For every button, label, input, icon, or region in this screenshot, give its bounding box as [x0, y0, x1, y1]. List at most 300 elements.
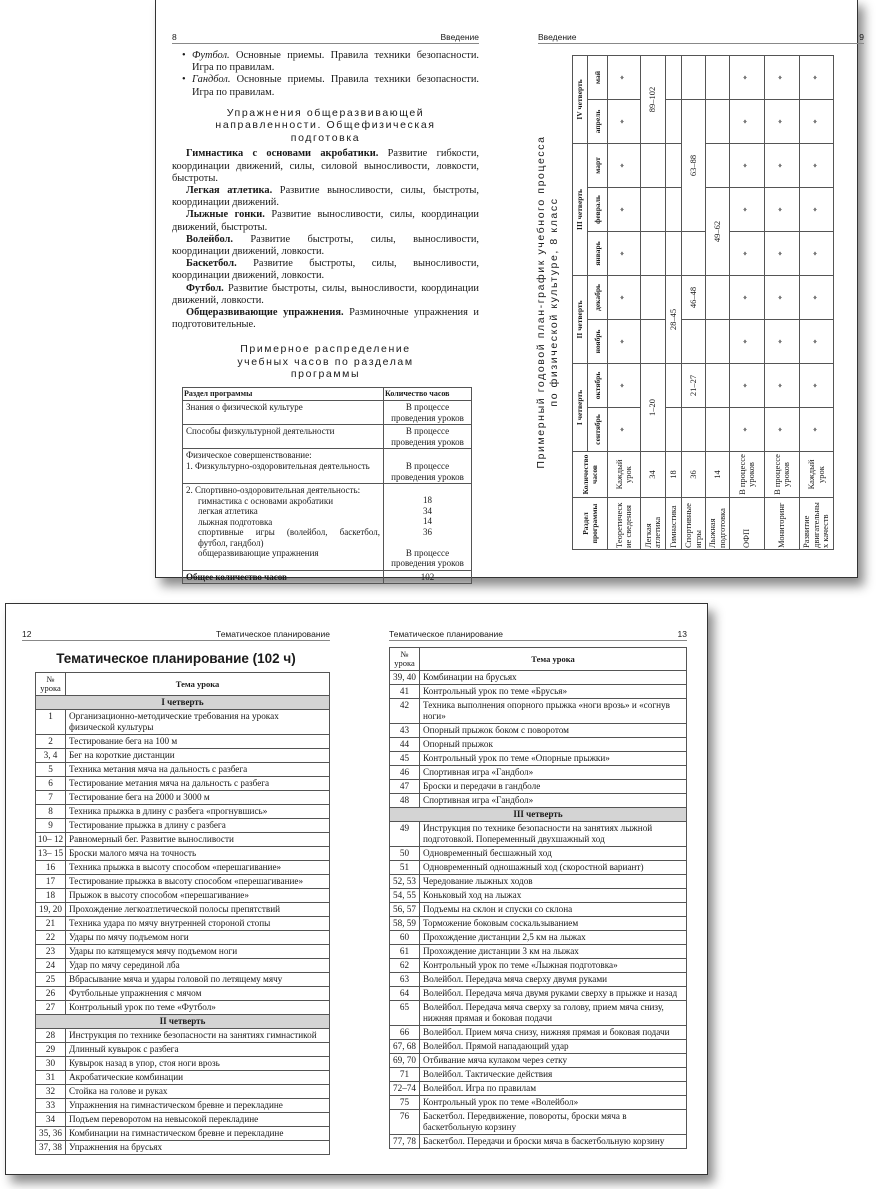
table-row — [390, 766, 687, 780]
lesson-topic: Инструкция по технике безопасности на занятиях лыжной подготовкой. Попеременный двухшажный ход — [420, 822, 687, 847]
hours-distribution-table — [182, 387, 472, 585]
schedule-cell — [641, 187, 666, 231]
lesson-number: 76 — [390, 1110, 420, 1135]
lesson-topic: Бег на короткие дистанции — [66, 749, 330, 763]
schedule-cell: * — [608, 99, 641, 143]
section-name: Развитие двигательных качеств — [800, 498, 834, 550]
row-label: 2. Спортивно-оздоровительная деятельность: гимнастика с основами акробатики легкая атлетика лыжная подготовка спортивные игры (волейбол, баскетбол, футбол, гандбол) общеразвивающие упражнения — [183, 484, 384, 571]
lesson-number: 45 — [390, 752, 420, 766]
table-row — [390, 752, 687, 766]
lesson-number: 62 — [390, 959, 420, 973]
lesson-plan-table — [389, 647, 687, 1149]
section-name: ОФП — [730, 498, 765, 550]
lesson-topic: Контрольный урок по теме «Футбол» — [66, 1001, 330, 1015]
schedule-cell — [641, 275, 666, 319]
lesson-number: 5 — [36, 763, 66, 777]
sub-item-value: В процессе проведения уроков — [391, 547, 464, 569]
lesson-number: 72–74 — [390, 1082, 420, 1096]
quarter-header: IV четверть — [573, 55, 588, 143]
table-row — [390, 875, 687, 889]
table-row — [36, 1099, 330, 1113]
lesson-number: 24 — [36, 959, 66, 973]
lesson-number: 67, 68 — [390, 1040, 420, 1054]
table-row — [390, 917, 687, 931]
row-value: В процессе проведения уроков — [384, 449, 472, 484]
lesson-topic: Волейбол. Передача мяча сверху двумя руками — [420, 973, 687, 987]
page-8 — [172, 32, 479, 584]
lesson-topic: Одновременный бесшажный ход — [420, 847, 687, 861]
section-title: Тематическое планирование — [389, 629, 504, 639]
section-heading: Примерное распределение учебных часов по разделам программы — [237, 343, 414, 381]
lesson-topic: Контрольный урок по теме «Опорные прыжки» — [420, 752, 687, 766]
paragraph: Футбол. Развитие быстроты, силы, выносливости, координации движений, ловкости. — [172, 282, 479, 306]
table-row — [36, 1001, 330, 1015]
schedule-cell: 89–102 — [641, 55, 666, 143]
table-row — [390, 1110, 687, 1135]
lesson-topic: Прохождение дистанции 3 км на лыжах — [420, 945, 687, 959]
table-row — [390, 738, 687, 752]
hours-value: Каждый урок — [608, 452, 641, 498]
schedule-cell: * — [765, 143, 800, 187]
lesson-topic: Прохождение дистанции 2,5 км на лыжах — [420, 931, 687, 945]
schedule-cell: * — [800, 187, 834, 231]
section-title: Тематическое планирование — [215, 629, 330, 639]
lesson-number: 33 — [36, 1099, 66, 1113]
lesson-topic: Техника прыжка в высоту способом «перешагивание» — [66, 861, 330, 875]
lesson-number: 23 — [36, 945, 66, 959]
month-header: сентябрь — [588, 408, 608, 452]
table-row — [390, 903, 687, 917]
paragraph: Баскетбол. Развитие быстроты, силы, выносливости, координации движений, ловкости. — [172, 258, 479, 282]
table-row — [36, 749, 330, 763]
row-label: Знания о физической культуре — [183, 401, 384, 425]
lesson-topic: Удар по мячу серединой лба — [66, 959, 330, 973]
row-value — [384, 484, 472, 571]
section-name: Лыжная подготовка — [706, 498, 730, 550]
lesson-topic: Баскетбол. Передачи и броски мяча в баскетбольную корзину — [420, 1135, 687, 1149]
lesson-topic: Контрольный урок по теме «Брусья» — [420, 685, 687, 699]
lesson-number: 43 — [390, 724, 420, 738]
schedule-cell — [666, 231, 682, 275]
table-row — [36, 847, 330, 861]
page-9-header — [538, 32, 864, 44]
lesson-number: 32 — [36, 1085, 66, 1099]
bullet-list — [172, 50, 479, 99]
hours-value: 18 — [666, 452, 682, 498]
schedule-cell — [666, 187, 682, 231]
column-header: № урока — [36, 673, 66, 696]
table-row — [36, 861, 330, 875]
lesson-number: 31 — [36, 1071, 66, 1085]
lesson-number: 16 — [36, 861, 66, 875]
lesson-topic: Прыжок в высоту способом «перешагивание» — [66, 889, 330, 903]
lesson-number: 29 — [36, 1043, 66, 1057]
schedule-cell: * — [800, 55, 834, 99]
lesson-number: 13– 15 — [36, 847, 66, 861]
schedule-cell — [706, 363, 730, 407]
lesson-number: 49 — [390, 822, 420, 847]
schedule-cell — [666, 55, 682, 99]
table-row — [390, 973, 687, 987]
table-row — [390, 1040, 687, 1054]
schedule-cell: * — [608, 55, 641, 99]
table-row — [390, 945, 687, 959]
lesson-number: 50 — [390, 847, 420, 861]
sub-item-label: общеразвивающие упражнения — [198, 548, 319, 559]
schedule-cell: * — [730, 319, 765, 363]
column-header: Тема урока — [420, 648, 687, 671]
lesson-topic: Равномерный бег. Развитие выносливости — [66, 833, 330, 847]
table-row — [36, 1085, 330, 1099]
schedule-cell: * — [800, 99, 834, 143]
column-header: Тема урока — [66, 673, 330, 696]
lesson-topic: Спортивная игра «Гандбол» — [420, 794, 687, 808]
schedule-row — [800, 55, 834, 549]
section-title: Введение — [440, 32, 479, 42]
lesson-topic: Тестирование бега на 100 м — [66, 735, 330, 749]
table-row — [390, 685, 687, 699]
schedule-cell — [641, 231, 666, 275]
table-row — [36, 819, 330, 833]
section-name: Мониторинг — [765, 498, 800, 550]
lesson-number: 60 — [390, 931, 420, 945]
schedule-row — [641, 55, 666, 549]
schedule-cell: * — [765, 55, 800, 99]
lesson-topic: Волейбол. Прямой нападающий удар — [420, 1040, 687, 1054]
table-row — [390, 959, 687, 973]
schedule-cell: 49–62 — [706, 187, 730, 275]
sub-item-label: легкая атлетика — [198, 506, 258, 517]
sub-item-label: лыжная подготовка — [198, 516, 273, 527]
column-header: Количество часов — [384, 387, 472, 401]
schedule-cell: * — [765, 187, 800, 231]
schedule-cell: * — [765, 231, 800, 275]
schedule-cell: * — [765, 363, 800, 407]
schedule-cell: * — [765, 99, 800, 143]
lesson-number: 51 — [390, 861, 420, 875]
table-row — [36, 973, 330, 987]
lesson-number: 27 — [36, 1001, 66, 1015]
table-row — [390, 822, 687, 847]
schedule-cell: * — [608, 363, 641, 407]
lesson-number: 28 — [36, 1029, 66, 1043]
table-row — [36, 805, 330, 819]
schedule-cell — [706, 319, 730, 363]
table-row — [36, 959, 330, 973]
lesson-topic: Торможение боковым соскальзыванием — [420, 917, 687, 931]
lesson-number: 47 — [390, 780, 420, 794]
lesson-number: 41 — [390, 685, 420, 699]
section-name: Легкая атлетика — [641, 498, 666, 550]
paragraphs — [172, 148, 479, 331]
schedule-cell: * — [800, 363, 834, 407]
page-number: 13 — [677, 629, 687, 639]
hours-value: 34 — [641, 452, 666, 498]
lesson-number: 58, 59 — [390, 917, 420, 931]
schedule-cell: 1–20 — [641, 363, 666, 451]
table-row — [36, 1029, 330, 1043]
lesson-number: 39, 40 — [390, 671, 420, 685]
lesson-topic: Техника удара по мячу внутренней стороной стопы — [66, 917, 330, 931]
schedule-cell: 28–45 — [666, 275, 682, 363]
table-row — [390, 724, 687, 738]
row-value: В процессе проведения уроков — [384, 401, 472, 425]
schedule-cell: 46–48 — [682, 275, 706, 319]
lesson-number: 10– 12 — [36, 833, 66, 847]
lesson-topic: Техника метания мяча на дальность с разбега — [66, 763, 330, 777]
quarter-row: II четверть — [36, 1015, 330, 1029]
schedule-cell — [666, 408, 682, 452]
schedule-row — [608, 55, 641, 549]
table-row — [390, 1054, 687, 1068]
schedule-cell — [682, 55, 706, 99]
schedule-cell: * — [730, 99, 765, 143]
table-row — [36, 777, 330, 791]
lesson-topic: Тестирование бега на 2000 и 3000 м — [66, 791, 330, 805]
lesson-topic: Длинный кувырок с разбега — [66, 1043, 330, 1057]
column-header: Раздел программы — [573, 498, 608, 550]
schedule-cell: * — [608, 231, 641, 275]
table-row — [390, 699, 687, 724]
lesson-number: 75 — [390, 1096, 420, 1110]
schedule-cell — [641, 143, 666, 187]
lesson-topic: Тестирование прыжка в длину с разбега — [66, 819, 330, 833]
lesson-number: 65 — [390, 1001, 420, 1026]
schedule-cell: 63–88 — [682, 99, 706, 231]
bullet-item: • Футбол. Основные приемы. Правила техники безопасности. Игра по правилам. — [192, 50, 479, 74]
lesson-topic: Баскетбол. Передвижение, повороты, броски мяча в баскетбольную корзину — [420, 1110, 687, 1135]
lesson-plan-table — [35, 672, 330, 1155]
lesson-number: 7 — [36, 791, 66, 805]
sub-item-value: 36 — [423, 526, 432, 537]
page-title: Тематическое планирование (102 ч) — [56, 651, 296, 666]
table-row — [36, 903, 330, 917]
month-header: февраль — [588, 187, 608, 231]
schedule-cell: * — [800, 275, 834, 319]
lesson-number: 42 — [390, 699, 420, 724]
lesson-number: 8 — [36, 805, 66, 819]
table-row — [36, 987, 330, 1001]
month-header: январь — [588, 231, 608, 275]
table-row — [36, 710, 330, 735]
section-heading: Упражнения общеразвивающей направленности. Общефизическая подготовка — [215, 106, 436, 144]
lesson-topic: Вбрасывание мяча и удары головой по летящему мячу — [66, 973, 330, 987]
schedule-cell: * — [608, 275, 641, 319]
table-row — [36, 1071, 330, 1085]
schedule-cell — [706, 143, 730, 187]
lesson-topic: Инструкция по технике безопасности на занятиях гимнастикой — [66, 1029, 330, 1043]
schedule-cell: * — [608, 319, 641, 363]
table-row — [390, 847, 687, 861]
schedule-cell — [666, 99, 682, 143]
rotated-schedule — [535, 54, 835, 550]
lesson-topic: Удары по катящемуся мячу подъемом ноги — [66, 945, 330, 959]
bullet-item: • Гандбол. Основные приемы. Правила техники безопасности. Игра по правилам. — [192, 74, 479, 98]
lesson-number: 56, 57 — [390, 903, 420, 917]
column-header: Количество часов — [573, 452, 608, 498]
schedule-cell: * — [800, 231, 834, 275]
lesson-topic: Коньковый ход на лыжах — [420, 889, 687, 903]
lesson-topic: Техника выполнения опорного прыжка «ноги врозь» и «согнув ноги» — [420, 699, 687, 724]
sub-item-value: 18 — [423, 495, 432, 506]
lesson-number: 34 — [36, 1113, 66, 1127]
schedule-cell: * — [730, 231, 765, 275]
schedule-cell: * — [608, 143, 641, 187]
paragraph: Общеразвивающие упражнения. Разминочные упражнения и подготовительные. — [172, 306, 479, 331]
sub-item-value: 34 — [423, 505, 432, 516]
lesson-number: 64 — [390, 987, 420, 1001]
schedule-cell: * — [730, 408, 765, 452]
lesson-topic: Комбинации на брусьях — [420, 671, 687, 685]
table-row — [390, 1082, 687, 1096]
page-number: 8 — [172, 32, 177, 42]
quarter-row: III четверть — [390, 808, 687, 822]
lesson-number: 21 — [36, 917, 66, 931]
schedule-cell: * — [800, 143, 834, 187]
lesson-topic: Упражнения на брусьях — [66, 1141, 330, 1155]
table-row — [390, 861, 687, 875]
schedule-cell: * — [765, 319, 800, 363]
table-row — [36, 1113, 330, 1127]
quarter-header: III четверть — [573, 143, 588, 275]
schedule-cell: * — [800, 319, 834, 363]
month-header: май — [588, 55, 608, 99]
sub-item-label: гимнастика с основами акробатики — [198, 495, 334, 506]
schedule-cell — [682, 319, 706, 363]
hours-value: 36 — [682, 452, 706, 498]
lesson-topic: Одновременный одношажный ход (скоростной вариант) — [420, 861, 687, 875]
lesson-number: 18 — [36, 889, 66, 903]
schedule-row — [730, 55, 765, 549]
schedule-cell: * — [765, 275, 800, 319]
column-header: Раздел программы — [183, 387, 384, 401]
lesson-number: 66 — [390, 1026, 420, 1040]
section-name: Спортивные игры — [682, 498, 706, 550]
page-12 — [22, 629, 330, 1155]
hours-value: В процессе уроков — [765, 452, 800, 498]
lesson-number: 26 — [36, 987, 66, 1001]
column-header: № урока — [390, 648, 420, 671]
lesson-topic: Футбольные упражнения с мячом — [66, 987, 330, 1001]
lesson-number: 1 — [36, 710, 66, 735]
table-row — [36, 833, 330, 847]
schedule-cell: * — [730, 143, 765, 187]
month-header: октябрь — [588, 363, 608, 407]
total-value: 102 — [384, 570, 472, 584]
table-row — [390, 1001, 687, 1026]
table-row — [36, 889, 330, 903]
sub-item-value: 14 — [423, 516, 432, 527]
lesson-number: 35, 36 — [36, 1127, 66, 1141]
lesson-topic: Отбивание мяча кулаком через сетку — [420, 1054, 687, 1068]
lesson-number: 9 — [36, 819, 66, 833]
schedule-cell — [682, 408, 706, 452]
table-row — [36, 1043, 330, 1057]
lesson-topic: Кувырок назад в упор, стоя ноги врозь — [66, 1057, 330, 1071]
schedule-row — [765, 55, 800, 549]
lesson-number: 37, 38 — [36, 1141, 66, 1155]
lesson-topic: Подъемы на склон и спуски со склона — [420, 903, 687, 917]
section-name: Теоретические сведения — [608, 498, 641, 550]
table-row — [36, 1141, 330, 1155]
schedule-cell: * — [730, 275, 765, 319]
schedule-cell: * — [730, 363, 765, 407]
schedule-cell — [706, 55, 730, 99]
lesson-number: 2 — [36, 735, 66, 749]
total-label: Общее количество часов — [183, 570, 384, 584]
lesson-topic: Контрольный урок по теме «Лыжная подготовка» — [420, 959, 687, 973]
table-row — [36, 735, 330, 749]
lesson-topic: Чередование лыжных ходов — [420, 875, 687, 889]
schedule-title: Примерный годовой план-график учебного процесса по физической культуре, 8 класс — [535, 135, 560, 469]
row-value: В процессе проведения уроков — [384, 425, 472, 449]
table-row — [36, 791, 330, 805]
month-header: март — [588, 143, 608, 187]
lesson-topic: Организационно-методические требования на уроках физической культуры — [66, 710, 330, 735]
lesson-number: 54, 55 — [390, 889, 420, 903]
paragraph: Волейбол. Развитие быстроты, силы, выносливости, координации движений, ловкости. — [172, 233, 479, 257]
lesson-topic: Волейбол. Передача мяча сверху за голову, прием мяча снизу, нижняя прямая и боковая подачи — [420, 1001, 687, 1026]
sub-item-label: спортивные игры (волейбол, баскетбол, футбол, гандбол) — [198, 527, 380, 548]
annual-schedule-table — [572, 55, 834, 550]
table-row — [390, 794, 687, 808]
quarter-header: I четверть — [573, 363, 588, 451]
table-row — [390, 1135, 687, 1149]
lesson-topic: Тестирование прыжка в высоту способом «перешагивание» — [66, 875, 330, 889]
schedule-cell: * — [608, 408, 641, 452]
table-row — [390, 1068, 687, 1082]
row-label: Способы физкультурной деятельности — [183, 425, 384, 449]
paragraph: Гимнастика с основами акробатики. Развитие гибкости, координации движений, силы, силовой выносливости, ловкости, быстроты. — [172, 148, 479, 184]
page-number: 12 — [22, 629, 32, 639]
lesson-topic: Волейбол. Тактические действия — [420, 1068, 687, 1082]
schedule-row — [666, 55, 682, 549]
table-row — [36, 931, 330, 945]
schedule-row — [682, 55, 706, 549]
lesson-number: 52, 53 — [390, 875, 420, 889]
lesson-topic: Волейбол. Прием мяча снизу, нижняя прямая и боковая подачи — [420, 1026, 687, 1040]
schedule-cell: 21–27 — [682, 363, 706, 407]
table-row — [390, 931, 687, 945]
schedule-cell — [666, 363, 682, 407]
table-row — [36, 945, 330, 959]
table-row — [36, 763, 330, 777]
lesson-number: 46 — [390, 766, 420, 780]
hours-value: 14 — [706, 452, 730, 498]
schedule-cell: * — [800, 408, 834, 452]
quarter-header: II четверть — [573, 275, 588, 363]
month-header: апрель — [588, 99, 608, 143]
schedule-cell — [706, 275, 730, 319]
lesson-number: 71 — [390, 1068, 420, 1082]
schedule-cell: * — [730, 55, 765, 99]
lesson-topic: Акробатические комбинации — [66, 1071, 330, 1085]
lesson-number: 63 — [390, 973, 420, 987]
lesson-number: 3, 4 — [36, 749, 66, 763]
schedule-cell: * — [765, 408, 800, 452]
lesson-topic: Контрольный урок по теме «Волейбол» — [420, 1096, 687, 1110]
lesson-topic: Стойка на голове и руках — [66, 1085, 330, 1099]
schedule-cell — [682, 231, 706, 275]
table-row — [390, 780, 687, 794]
lesson-topic: Броски и передачи в гандболе — [420, 780, 687, 794]
lesson-topic: Упражнения на гимнастическом бревне и перекладине — [66, 1099, 330, 1113]
lesson-topic: Прохождение легкоатлетической полосы препятствий — [66, 903, 330, 917]
table-row — [36, 1057, 330, 1071]
lesson-topic: Волейбол. Передача мяча двумя руками сверху в прыжке и назад — [420, 987, 687, 1001]
table-row — [390, 1096, 687, 1110]
lesson-topic: Подъем переворотом на невысокой перекладине — [66, 1113, 330, 1127]
